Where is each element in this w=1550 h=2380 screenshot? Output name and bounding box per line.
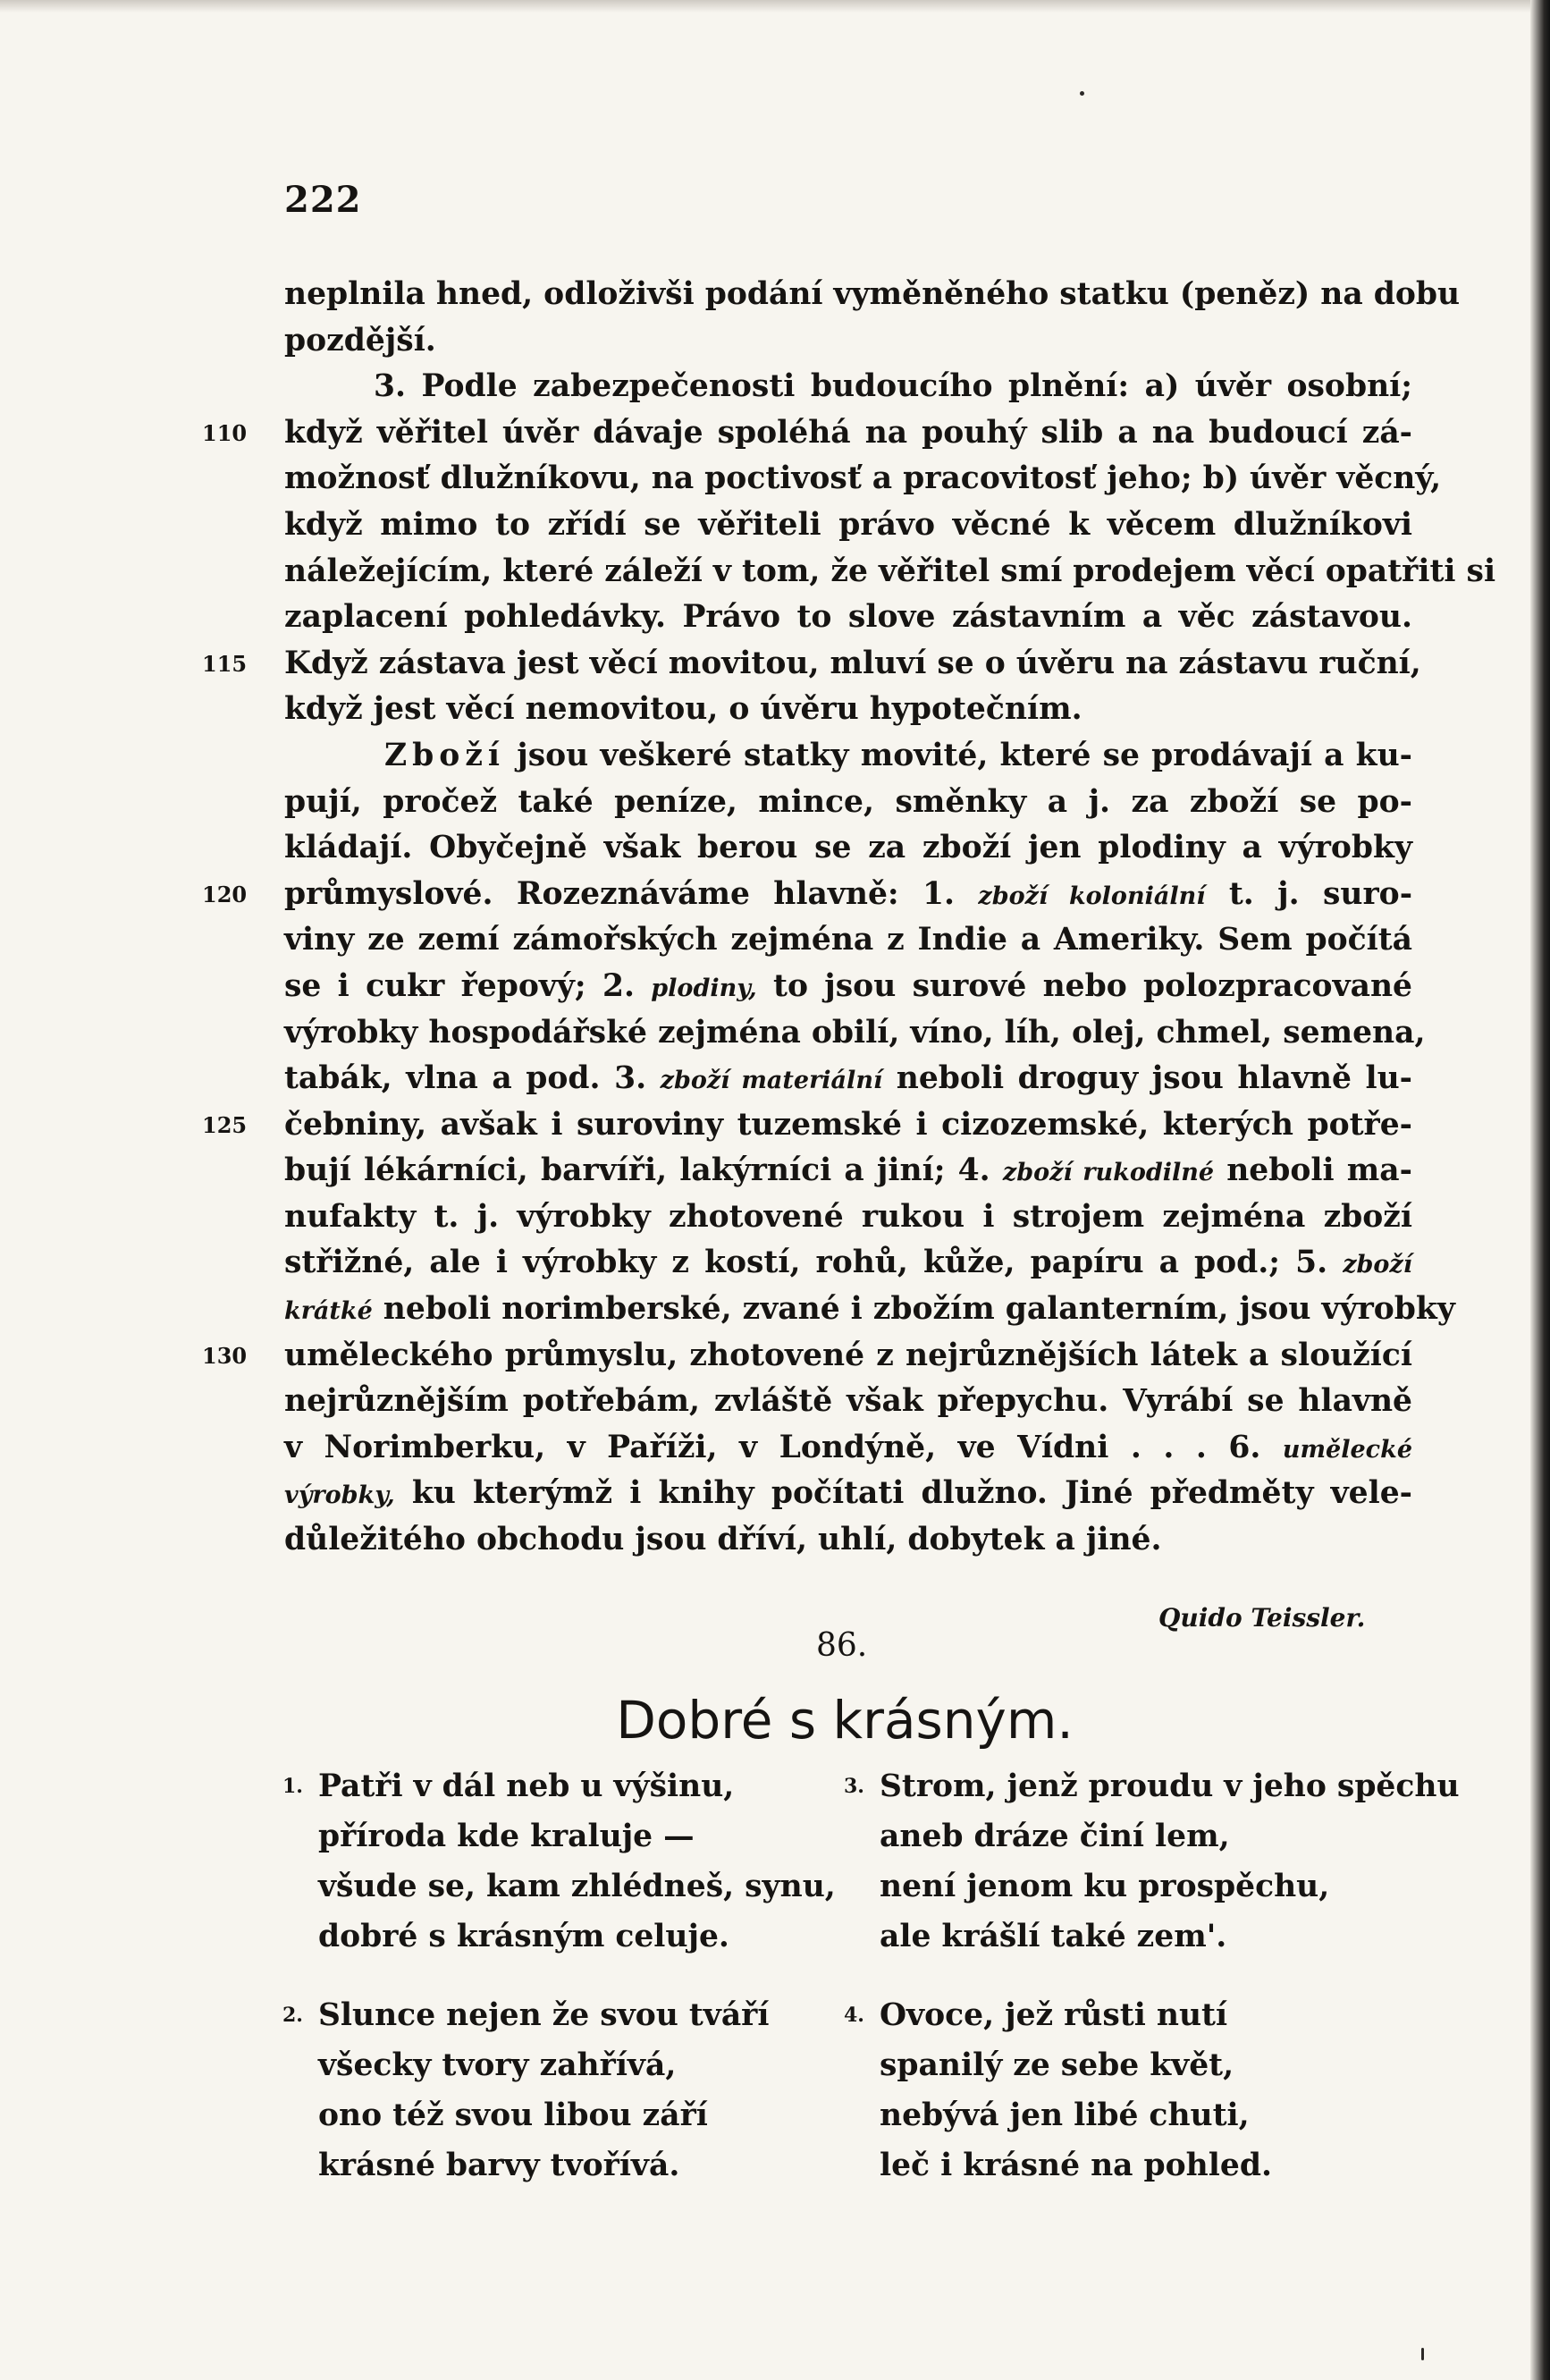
text-segment: t. j. suro- [1205,875,1413,912]
prose-line [284,733,1412,780]
line-number: 110 [202,419,248,446]
text-segment: tabák, vlna a pod. 3. [284,1060,661,1097]
poem-title: Dobré s krásným. [616,1690,1074,1751]
line-text: když věřitel úvěr dávaje spoléhá na pouhý slib a na budoucí zá- [284,414,1412,451]
italic-term: umělecké [1282,1435,1412,1464]
scan-edge-top [0,0,1530,13]
verse-line: krásné barvy tvořívá. [318,2148,680,2183]
prose-line [284,917,1412,964]
italic-term: zboží rukodilné [1002,1159,1215,1187]
prose-line [284,1148,1412,1194]
prose-line [284,549,1496,595]
verse-line: Ovoce, jež růsti nutí [880,1997,1228,2033]
stanza-number: 3. [844,1775,864,1798]
verse-line: příroda kde kraluje — [318,1819,695,1854]
prose-line [284,687,1412,733]
prose-line [284,1425,1412,1472]
prose-line [284,595,1412,641]
prose-line [284,1010,1426,1057]
line-number: 120 [202,881,248,907]
line-text: důležitého obchodu jsou dříví, uhlí, dobytek a jiné. [284,1522,1162,1558]
prose-line [284,780,1412,826]
text-segment: střižné, ale i výrobky z kostí, rohů, kůže, papíru a pod.; 5. [284,1245,1344,1281]
page-number: 222 [284,179,362,221]
line-text: náležejícím, které záleží v tom, že věřitel smí prodejem věcí opatřiti si [284,553,1496,589]
stanza-number: 2. [282,2004,303,2027]
prose-line [284,1287,1455,1333]
spaced-term: Zboží [384,737,506,773]
line-text: možnosť dlužníkovu, na poctivosť a pracovitosť jeho; b) úvěr věcný, [284,460,1442,497]
italic-term: zboží [1343,1251,1412,1279]
line-text: čebniny, avšak i suroviny tuzemské i cizozemské, kterých potře- [284,1106,1412,1143]
text-segment: se i cukr řepový; 2. [284,967,652,1004]
verse-line: Slunce nejen že svou tváří [318,1997,770,2033]
prose-line [284,1379,1412,1425]
prose-line [202,410,1412,457]
poem-number: 86. [816,1627,868,1664]
prose-line [284,964,1412,1010]
text-segment: ku kterýmž i knihy počítati dlužno. Jiné předměty vele- [394,1475,1412,1512]
line-text: pozdější. [284,322,436,359]
stanza-number: 4. [844,2004,864,2027]
line-text: když jest věcí nemovitou, o úvěru hypotečním. [284,691,1082,728]
verse-line: všecky tvory zahřívá, [318,2047,677,2083]
line-text: nufakty t. j. výrobky zhotovené rukou i strojem zejména zboží [284,1198,1412,1235]
prose-line [284,1056,1412,1102]
prose-line [284,456,1442,502]
author-signature: Quido Teissler. [1158,1603,1366,1633]
stanza-number: 1. [282,1775,303,1798]
prose-line [284,1517,1412,1564]
line-text: pují, pročež také peníze, mince, směnky a j. za zboží se po- [284,783,1412,820]
italic-term: výrobky, [284,1481,395,1510]
line-text: 3. Podle zabezpečenosti budoucího plnění: a) úvěr osobní; [374,368,1412,405]
verse-line: všude se, kam zhlédneš, synu, [318,1869,836,1904]
verse-line: Strom, jenž proudu v jeho spěchu [880,1768,1460,1804]
verse-line: nebývá jen libé chuti, [880,2097,1250,2133]
text-segment: neboli ma- [1214,1152,1412,1189]
line-text: uměleckého průmyslu, zhotovené z nejrůznějších látek a sloužící [284,1337,1412,1373]
italic-term: krátké [284,1297,373,1326]
poem-stanza [844,1761,1460,1962]
line-text: výrobky hospodářské zejména obilí, víno, líh, olej, chmel, semena, [284,1014,1426,1051]
verse-line: dobré s krásným celuje. [318,1919,729,1954]
prose-body [202,272,1496,1564]
text-segment: to jsou surové nebo polozpracované [756,967,1413,1004]
verse-line: leč i krásné na pohled. [880,2148,1272,2183]
prose-line [202,1102,1412,1149]
verse-line: ale krášlí také zem'. [880,1919,1227,1954]
line-text: viny ze zemí zámořských zejména z Indie a Ameriky. Sem počítá [284,922,1412,958]
text-segment: průmyslové. Rozeznáváme hlavně: 1. [284,875,979,912]
text-segment: bují lékárníci, barvíři, lakýrníci a jiní; 4. [284,1152,1003,1189]
prose-line [284,1471,1412,1517]
prose-line [202,1333,1412,1380]
prose-line [284,318,1412,365]
poem-stanza [844,1990,1452,2190]
verse-line: není jenom ku prospěchu, [880,1869,1330,1904]
line-number: 130 [202,1342,248,1369]
prose-line [284,825,1412,872]
verse-line: aneb dráze činí lem, [880,1819,1230,1854]
prose-line [284,272,1461,318]
text-segment: neboli droguy jsou hlavně lu- [882,1060,1412,1097]
verse-line: spanilý ze sebe květ, [880,2047,1234,2083]
prose-line [284,1240,1412,1287]
italic-term: zboží koloniální [978,882,1206,910]
line-text: zaplacení pohledávky. Právo to slove zástavním a věc zástavou. [284,599,1412,636]
line-number: 115 [202,650,248,677]
line-text: Když zástava jest věcí movitou, mluví se o úvěru na zástavu ruční, [284,645,1421,681]
verse-line: Patři v dál neb u výšinu, [318,1768,735,1804]
line-text: když mimo to zřídí se věřiteli právo věcné k věcem dlužníkovi [284,506,1412,543]
poem-stanza [282,1761,890,1962]
line-text: nejrůznějším potřebám, zvláště však přepychu. Vyrábí se hlavně [284,1383,1412,1420]
prose-line [202,641,1421,688]
line-number: 125 [202,1111,248,1138]
scan-edge-right [1530,0,1550,2380]
scan-speck [1421,2348,1424,2360]
italic-term: zboží materiální [660,1067,883,1095]
line-text: kládají. Obyčejně však berou se za zboží jen plodiny a výrobky [284,830,1412,866]
italic-term: plodiny, [651,974,757,1002]
scan-speck [1080,91,1084,96]
verse-line: ono též svou libou září [318,2097,708,2133]
text-segment: v Norimberku, v Paříži, v Londýně, ve Vídni . . . 6. [284,1429,1283,1465]
poem-stanza [282,1990,890,2190]
prose-line [284,502,1412,549]
prose-line [284,364,1412,410]
prose-line [284,1194,1412,1241]
text-segment: neboli norimberské, zvané i zbožím galanterním, jsou výrobky [372,1291,1455,1328]
line-text: jsou veškeré statky movité, které se prodávají a ku- [517,737,1412,773]
prose-line [202,872,1413,918]
line-text: neplnila hned, odloživši podání vyměněného statku (peněz) na dobu [284,276,1461,312]
